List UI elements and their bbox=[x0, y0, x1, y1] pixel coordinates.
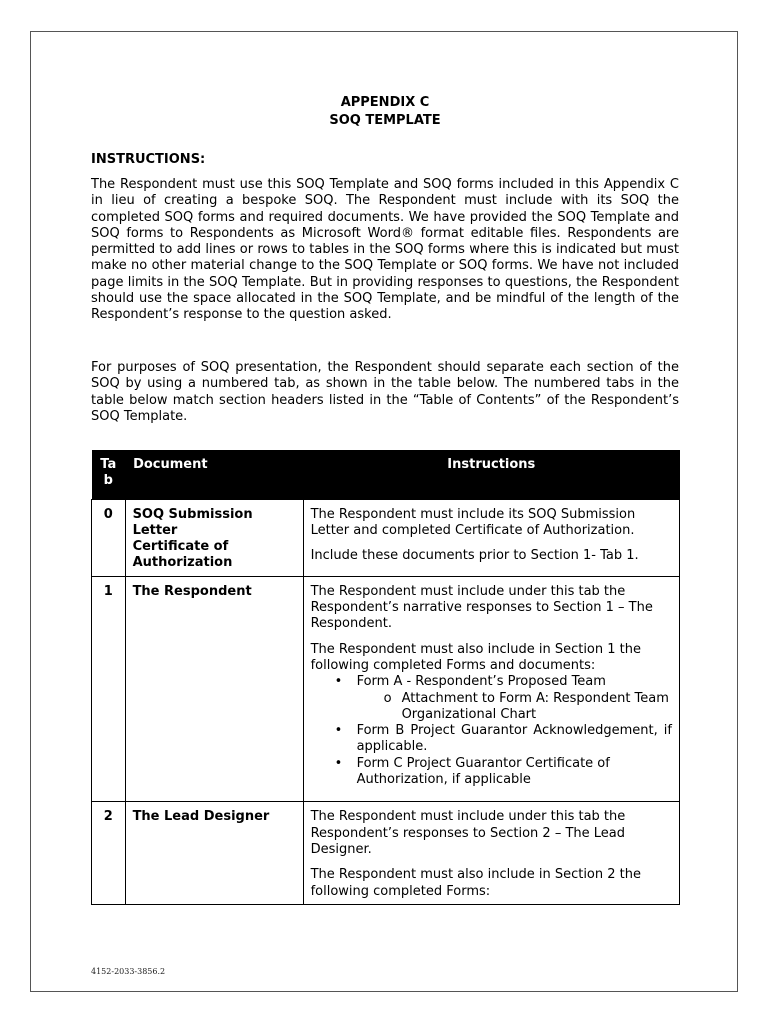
instructions-heading: INSTRUCTIONS: bbox=[91, 152, 206, 167]
template-title: SOQ TEMPLATE bbox=[329, 113, 441, 128]
instruction-paragraph: Include these documents prior to Section 1- Tab 1. bbox=[310, 548, 639, 564]
bullet-text: Form B Project Guarantor Acknowledgement, if applicable. bbox=[356, 723, 672, 755]
sub-bullet-text: Attachment to Form A: Respondent Team Organizational Chart bbox=[401, 690, 669, 722]
sub-bullet-list bbox=[357, 691, 672, 724]
bullet-icon: • bbox=[334, 723, 343, 739]
instruction-paragraph: The Respondent must include under this tab the Respondent’s responses to Section 2 – The Lead Designer. bbox=[310, 809, 626, 857]
document-line: SOQ Submission Letter bbox=[132, 506, 253, 538]
instruction-paragraph: The Respondent must also include in Section 2 the following completed Forms: bbox=[310, 867, 641, 899]
row-tab-number: 0 bbox=[92, 499, 126, 576]
row-instructions bbox=[303, 802, 679, 904]
header-document: Document bbox=[125, 450, 303, 499]
table-row bbox=[92, 576, 680, 802]
appendix-title: APPENDIX C bbox=[340, 95, 430, 110]
row-document bbox=[125, 576, 303, 802]
document-id-footer: 4152-2033-3856.2 bbox=[91, 967, 166, 976]
document-line: The Lead Designer bbox=[132, 809, 270, 825]
bullet-text: Form C Project Guarantor Certificate of Authorization, if applicable bbox=[356, 755, 610, 788]
instruction-paragraph: The Respondent must include its SOQ Submission Letter and completed Certificate of Authorization. bbox=[310, 506, 636, 538]
instruction-paragraph: The Respondent must also include in Section 1 the following completed Forms and documents: bbox=[310, 641, 641, 673]
circle-bullet-icon: o bbox=[383, 690, 392, 706]
list-item bbox=[334, 723, 672, 756]
soq-tab-table bbox=[91, 450, 680, 905]
row-tab-number: 2 bbox=[92, 802, 126, 904]
list-item bbox=[334, 755, 672, 789]
document-title bbox=[91, 94, 679, 130]
document-line: Certificate of Authorization bbox=[132, 539, 233, 571]
table-row bbox=[92, 499, 680, 576]
row-tab-number: 1 bbox=[92, 576, 126, 802]
table-row bbox=[92, 802, 680, 904]
row-document bbox=[125, 499, 303, 576]
instruction-paragraph: The Respondent must include under this tab the Respondent’s narrative responses to Section 1 – The Respondent. bbox=[310, 583, 653, 632]
bullet-text: Form A - Respondent’s Proposed Team bbox=[356, 674, 606, 690]
instructions-paragraph-2: For purposes of SOQ presentation, the Respondent should separate each section of the SOQ by using a numbered tab, as shown in the table below. The numbered tabs in the table below match section headers listed in the “Table of Contents” of the Respondent’s SOQ Template. bbox=[91, 360, 679, 424]
row-instructions bbox=[303, 499, 679, 576]
header-tab: Ta b bbox=[92, 450, 126, 499]
bullet-icon: • bbox=[334, 674, 343, 690]
instructions-paragraph-1: The Respondent must use this SOQ Template and SOQ forms included in this Appendix C in lieu of creating a bespoke SOQ. The Respondent must include with its SOQ the completed SOQ forms and required documents. We have provided the SOQ Template and SOQ forms to Respondents as Microsoft Word® format editable files. Respondents are permitted to add lines or rows to tables in the SOQ forms where this is indicated but must make no other material change to the SOQ Template or SOQ forms. We have not included page limits in the SOQ Template. But in providing responses to questions, the Respondent should use the space allocated in the SOQ Template, and be mindful of the length of the Respondent’s response to the question asked. bbox=[91, 177, 679, 323]
document-page bbox=[30, 31, 738, 992]
row-instructions bbox=[303, 576, 679, 802]
forms-bullet-list bbox=[311, 674, 672, 788]
row-document bbox=[125, 802, 303, 904]
bullet-icon: • bbox=[334, 755, 343, 771]
list-item bbox=[334, 674, 672, 723]
document-line: The Respondent bbox=[132, 583, 252, 599]
table-header-row bbox=[92, 450, 680, 499]
header-instructions: Instructions bbox=[303, 450, 679, 499]
list-item bbox=[383, 690, 672, 724]
